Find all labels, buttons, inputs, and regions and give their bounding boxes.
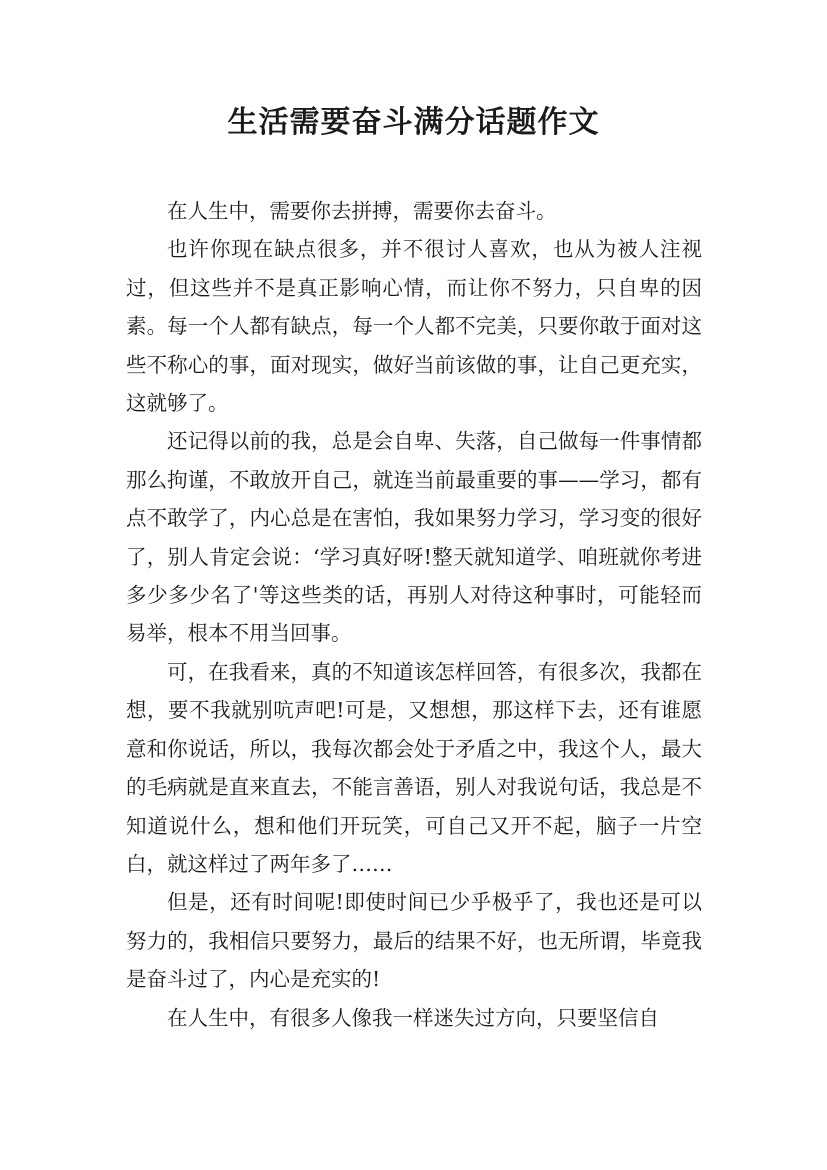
paragraph: 也许你现在缺点很多，并不很讨人喜欢，也从为被人注视过，但这些并不是真正影响心情，而让你不努力，只自卑的因素。每一个人都有缺点，每一个人都不完美，只要你敢于面对这些不称心的事，面对现实，做好当前该做的事，让自己更充实，这就够了。 xyxy=(126,237,702,416)
paragraph: 在人生中，有很多人像我一样迷失过方向，只要坚信自 xyxy=(167,1005,659,1030)
document-title: 生活需要奋斗满分话题作文 xyxy=(227,105,600,140)
paragraph: 在人生中，需要你去拼搏，需要你去奋斗。 xyxy=(167,199,557,223)
paragraph: 还记得以前的我，总是会自卑、失落，自己做每一件事情都那么拘谨，不敢放开自己，就连当前最重要的事——学习，都有点不敢学了，内心总是在害怕，我如果努力学习，学习变的很好了，别人肯定会说：‘学习真好呀!整天就知道学、咱班就你考进多少多少名了'等这些类的话，再别人对待这种事时，可能轻而易举，根本不用当回事。 xyxy=(126,429,702,646)
document-body xyxy=(126,192,702,1037)
paragraph: 可，在我看来，真的不知道该怎样回答，有很多次，我都在想，要不我就别吭声吧!可是，又想想，那这样下去，还有谁愿意和你说话，所以，我每次都会处于矛盾之中，我这个人，最大的毛病就是直来直去，不能言善语，别人对我说句话，我总是不知道说什么，想和他们开玩笑，可自己又开不起，脑子一片空白，就这样过了两年多了…… xyxy=(126,659,702,876)
paragraph: 但是，还有时间呢!即使时间已少乎极乎了，我也还是可以努力的，我相信只要努力，最后的结果不好，也无所谓，毕竟我是奋斗过了，内心是充实的! xyxy=(126,890,702,992)
